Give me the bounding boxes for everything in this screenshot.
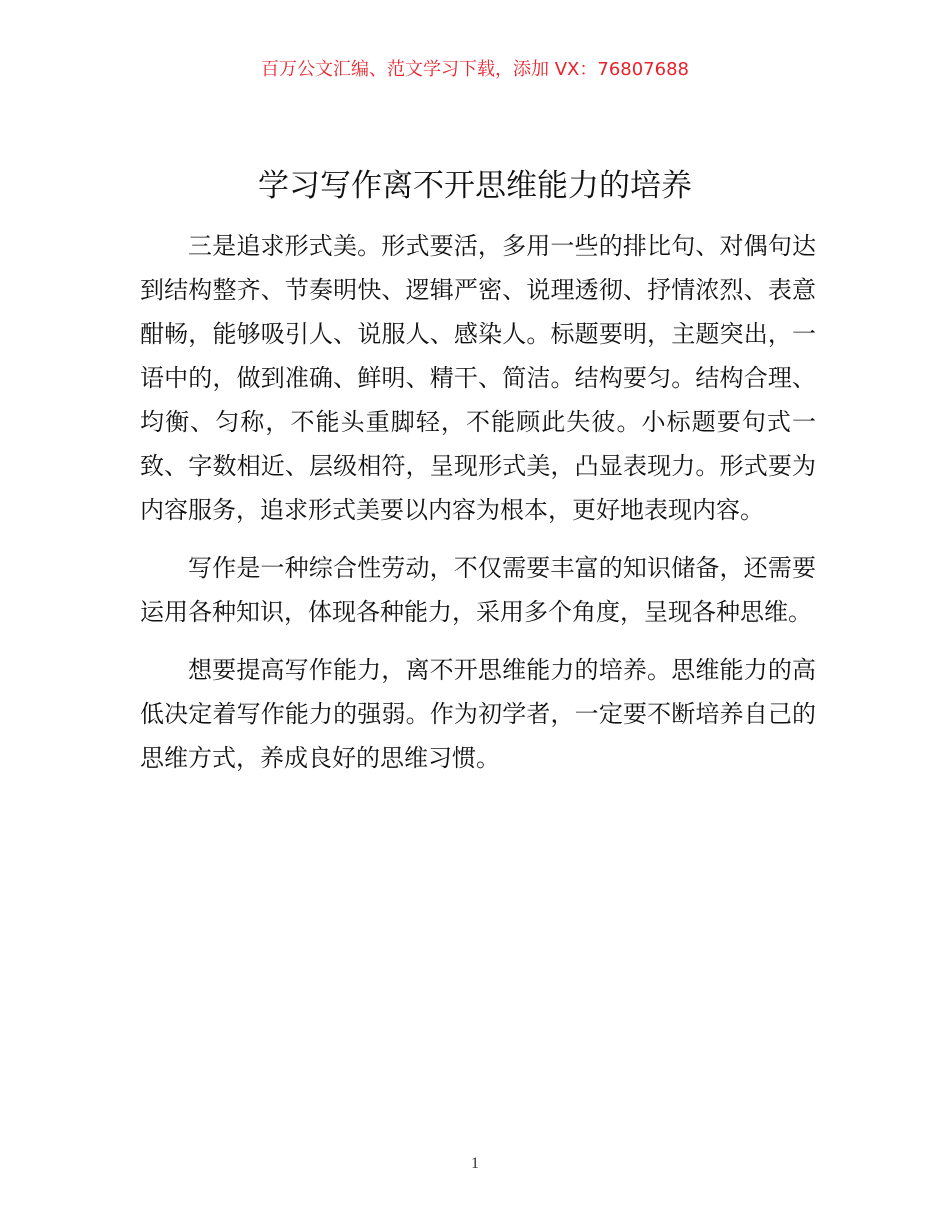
page-number: 1 (471, 1155, 479, 1172)
header-banner: 百万公文汇编、范文学习下载，添加 VX：76807688 (261, 59, 689, 80)
paragraph-1: 三是追求形式美。形式要活，多用一些的排比句、对偶句达到结构整齐、节奏明快、逻辑严密、说理透彻、抒情浓烈、表意酣畅，能够吸引人、说服人、感染人。标题要明，主题突出，一语中的，做到准确、鲜明、精干、简洁。结构要匀。结构合理、均衡、匀称，不能头重脚轻，不能顾此失彼。小标题要句式一致、字数相近、层级相符，呈现形式美，凸显表现力。形式要为内容服务，追求形式美要以内容为根本，更好地表现内容。 (140, 232, 816, 524)
document-body (140, 224, 816, 794)
paragraph-2: 写作是一种综合性劳动，不仅需要丰富的知识储备，还需要运用各种知识，体现各种能力，采用多个角度，呈现各种思维。 (140, 554, 816, 626)
document-title: 学习写作离不开思维能力的培养 (258, 168, 692, 204)
paragraph-3: 想要提高写作能力，离不开思维能力的培养。思维能力的高低决定着写作能力的强弱。作为初学者，一定要不断培养自己的思维方式，养成良好的思维习惯。 (140, 656, 816, 772)
